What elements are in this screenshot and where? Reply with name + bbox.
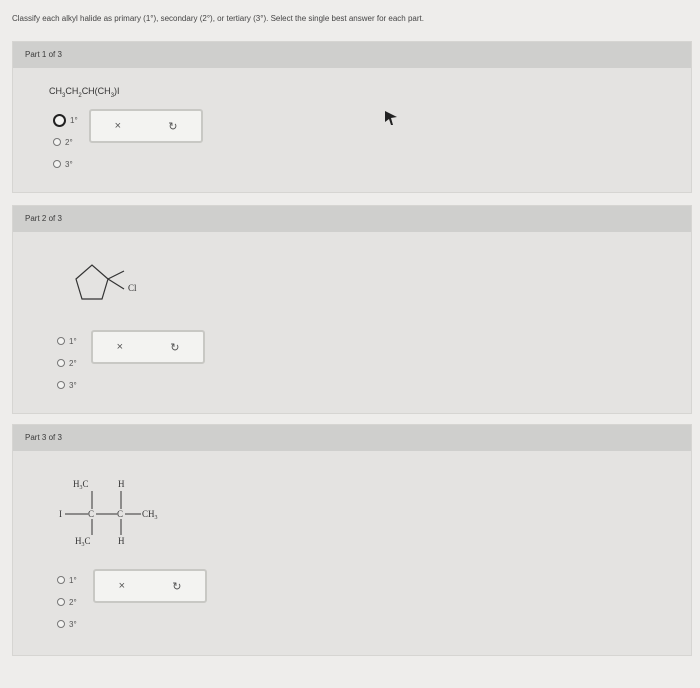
part-3-answer-box — [93, 569, 207, 603]
part-2-answer-box — [91, 330, 205, 364]
part-1-options — [53, 109, 78, 175]
radio-button[interactable] — [57, 359, 65, 367]
part-1-header: Part 1 of 3 — [13, 42, 691, 68]
instructions-text: Classify each alkyl halide as primary (1°), secondary (2°), or tertiary (3°). Select the single best answer for each part. — [12, 14, 424, 23]
part-2-panel — [12, 205, 692, 414]
carbon-1: C — [88, 509, 95, 519]
top-right-h: H — [118, 479, 125, 489]
option-1-degree[interactable]: 1° — [57, 569, 77, 591]
option-2-degree[interactable]: 2° — [57, 591, 77, 613]
option-2-degree[interactable]: 2° — [53, 131, 78, 153]
bottom-left-methyl: $H_3C$ — [75, 536, 91, 548]
undo-icon[interactable]: ↻ — [172, 580, 182, 593]
clear-icon[interactable]: × — [118, 580, 126, 592]
radio-button[interactable] — [57, 598, 65, 606]
radio-button[interactable] — [53, 138, 61, 146]
clear-icon[interactable]: × — [116, 341, 124, 353]
part-3-panel — [12, 424, 692, 656]
radio-button[interactable] — [53, 160, 61, 168]
option-2-degree[interactable]: 2° — [57, 352, 77, 374]
radio-button[interactable] — [57, 337, 65, 345]
option-3-degree[interactable]: 3° — [57, 613, 77, 635]
part-1-panel — [12, 41, 692, 193]
option-1-degree[interactable]: 1° — [53, 109, 78, 131]
part-3-options — [57, 569, 77, 635]
part-2-structure — [68, 253, 178, 313]
part-2-header: Part 2 of 3 — [13, 206, 691, 232]
mouse-cursor-icon — [384, 110, 398, 126]
radio-button[interactable] — [57, 620, 65, 628]
iodine-label: I — [59, 509, 62, 519]
radio-button[interactable] — [57, 576, 65, 584]
undo-icon[interactable]: ↻ — [170, 341, 180, 354]
carbon-2: C — [117, 509, 124, 519]
part-1-formula: $CH_3CH_2CH(CH_3)I$ — [49, 86, 120, 99]
option-3-degree[interactable]: 3° — [57, 374, 77, 396]
chlorine-label: Cl — [128, 283, 137, 293]
radio-button[interactable] — [57, 381, 65, 389]
undo-icon[interactable]: ↻ — [168, 120, 178, 133]
part-2-options — [57, 330, 77, 396]
option-1-degree[interactable]: 1° — [57, 330, 77, 352]
clear-icon[interactable]: × — [114, 120, 122, 132]
bottom-right-h: H — [118, 536, 125, 546]
part-1-answer-box — [89, 109, 203, 143]
right-methyl: $CH_3$ — [142, 509, 158, 521]
part-3-header: Part 3 of 3 — [13, 425, 691, 451]
option-3-degree[interactable]: 3° — [53, 153, 78, 175]
part-3-structure — [57, 475, 187, 555]
top-left-methyl: $H_3C$ — [73, 479, 89, 491]
radio-button[interactable] — [53, 114, 66, 127]
